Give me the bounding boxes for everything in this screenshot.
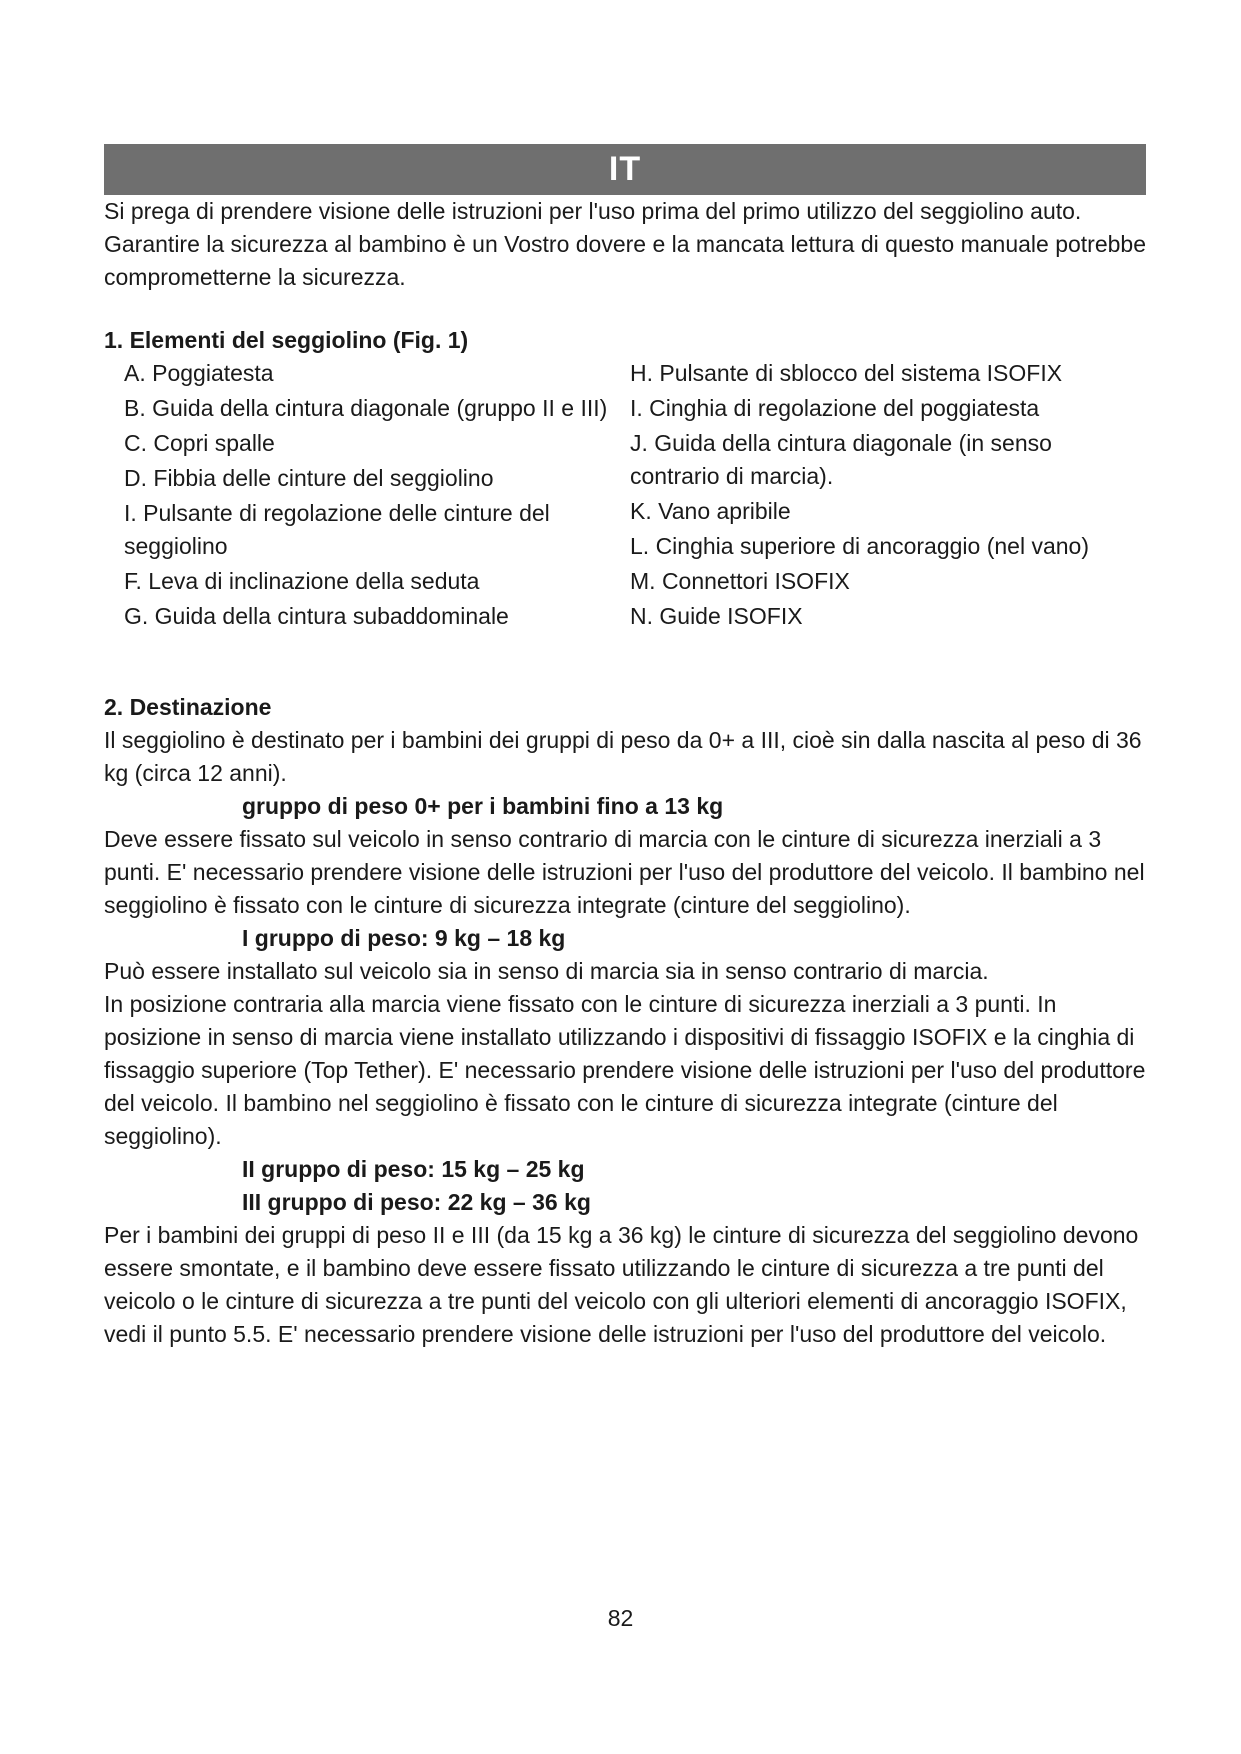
section2-intro: Il seggiolino è destinato per i bambini dei gruppi di peso da 0+ a III, cioè sin dalla nascita al peso di 36 kg (circa 12 anni).: [104, 727, 1142, 786]
group0-text: Deve essere fissato sul veicolo in senso contrario di marcia con le cinture di sicurezza inerziali a 3 punti. E' necessario prendere visione delle istruzioni per l'uso del produttore del veicolo. Il bambino nel seggiolino è fissato con le cinture di sicurezza integrate (cinture del seggiolino).: [104, 826, 1145, 918]
list-item: J. Guida della cintura diagonale (in senso contrario di marcia).: [630, 430, 1052, 489]
list-item: N. Guide ISOFIX: [630, 603, 803, 629]
list-item: K. Vano apribile: [630, 498, 791, 524]
list-item: I. Cinghia di regolazione del poggiatesta: [630, 395, 1040, 421]
section2: [104, 691, 1154, 1351]
list-item: I. Pulsante di regolazione delle cinture del seggiolino: [124, 500, 550, 559]
list-item: D. Fibbia delle cinture del seggiolino: [124, 465, 494, 491]
list-item: G. Guida della cintura subaddominale: [124, 603, 509, 629]
page-content: [104, 195, 1154, 1351]
language-code: IT: [608, 150, 642, 188]
elements-right-column: [630, 357, 1130, 635]
list-item: H. Pulsante di sblocco del sistema ISOFIX: [630, 360, 1063, 386]
list-item: M. Connettori ISOFIX: [630, 568, 850, 594]
language-header-bar: [104, 144, 1146, 195]
list-item: B. Guida della cintura diagonale (gruppo II e III): [124, 395, 608, 421]
group0-heading: gruppo di peso 0+ per i bambini fino a 13 kg: [242, 793, 724, 819]
group23-text: Per i bambini dei gruppi di peso II e III (da 15 kg a 36 kg) le cinture di sicurezza del seggiolino devono essere smontate, e il bambino deve essere fissato utilizzando le cinture di sicurezza a tre punti del veicolo o le cinture di sicurezza a tre punti del veicolo con gli ulteriori elementi di ancoraggio ISOFIX, vedi il punto 5.5. E' necessario prendere visione delle istruzioni per l'uso del produttore del veicolo.: [104, 1222, 1139, 1347]
group1-text-b: In posizione contraria alla marcia viene fissato con le cinture di sicurezza inerziali a 3 punti. In posizione in senso di marcia viene installato utilizzando i dispositivi di fissaggio ISOFIX e la cinghia di fissaggio superiore (Top Tether). E' necessario prendere visione delle istruzioni per l'uso del produttore del veicolo. Il bambino nel seggiolino è fissato con le cinture di sicurezza integrate (cinture del seggiolino).: [104, 991, 1146, 1149]
elements-left-column: [124, 357, 630, 635]
group1-heading: I gruppo di peso: 9 kg – 18 kg: [242, 925, 566, 951]
group1-text-a: Può essere installato sul veicolo sia in senso di marcia sia in senso contrario di marcia.: [104, 958, 989, 984]
intro-paragraph: Si prega di prendere visione delle istruzioni per l'uso prima del primo utilizzo del seggiolino auto. Garantire la sicurezza al bambino è un Vostro dovere e la mancata lettura di questo manuale potrebbe comprometterne la sicurezza.: [104, 198, 1147, 290]
list-item: F. Leva di inclinazione della seduta: [124, 568, 480, 594]
elements-list: [104, 357, 1154, 635]
page-number: 82: [607, 1605, 634, 1631]
group3-heading: III gruppo di peso: 22 kg – 36 kg: [242, 1189, 591, 1215]
section2-title: 2. Destinazione: [104, 694, 272, 720]
list-item: A. Poggiatesta: [124, 360, 274, 386]
group2-heading: II gruppo di peso: 15 kg – 25 kg: [242, 1156, 585, 1182]
list-item: L. Cinghia superiore di ancoraggio (nel vano): [630, 533, 1090, 559]
list-item: C. Copri spalle: [124, 430, 275, 456]
section1-title: 1. Elementi del seggiolino (Fig. 1): [104, 327, 469, 353]
